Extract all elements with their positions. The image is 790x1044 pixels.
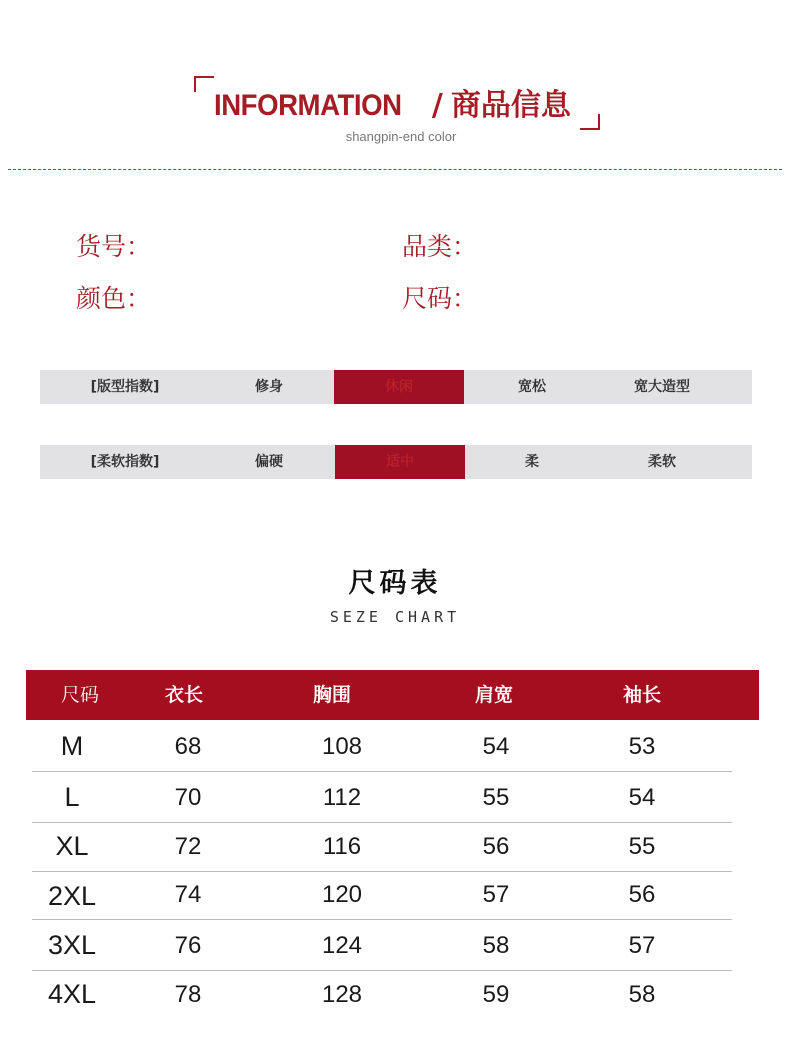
size-chart-title: 尺码表 xyxy=(348,568,442,599)
shoulder-cell: 59 xyxy=(482,981,510,1008)
softness-index-bar xyxy=(40,445,752,479)
page-subtitle-text: shangpin-end color xyxy=(345,129,457,144)
shoulder-cell: 58 xyxy=(482,932,510,959)
title-chinese: 商品信息 xyxy=(450,88,571,123)
title-bracket-top-left xyxy=(194,76,214,92)
size-label: 尺码： xyxy=(402,284,478,313)
title-separator: / xyxy=(431,88,443,123)
title-bracket-bottom-right xyxy=(580,114,600,130)
page-title xyxy=(214,80,571,124)
size-cell: M xyxy=(60,731,84,761)
table-row xyxy=(32,773,732,823)
sleeve-cell: 54 xyxy=(628,784,656,811)
fit-option-slim: 修身 xyxy=(255,379,283,395)
size-table-header xyxy=(26,670,759,720)
chest-cell: 108 xyxy=(321,733,363,760)
shoulder-cell: 57 xyxy=(482,881,510,908)
dashed-divider xyxy=(8,169,782,170)
table-row xyxy=(32,970,732,1019)
fit-index-label: [版型指数] xyxy=(90,379,160,395)
sleeve-cell: 56 xyxy=(628,881,656,908)
table-row xyxy=(32,870,732,920)
size-cell: 2XL xyxy=(47,881,97,911)
category-label: 品类： xyxy=(402,232,478,261)
length-cell: 74 xyxy=(174,881,202,908)
size-cell: 3XL xyxy=(47,930,97,960)
shoulder-cell: 54 xyxy=(482,733,510,760)
size-cell: 4XL xyxy=(47,979,97,1009)
page-subtitle xyxy=(0,129,790,144)
header-shoulder: 肩宽 xyxy=(474,684,513,706)
shoulder-cell: 55 xyxy=(482,784,510,811)
chest-cell: 120 xyxy=(321,881,363,908)
length-cell: 68 xyxy=(174,733,202,760)
shoulder-cell: 56 xyxy=(482,833,510,860)
table-row xyxy=(32,722,732,772)
softness-option-soft: 柔 xyxy=(525,454,539,470)
length-cell: 76 xyxy=(174,932,202,959)
title-english: INFORMATION xyxy=(214,89,402,122)
chest-cell: 124 xyxy=(321,932,363,959)
sleeve-cell: 55 xyxy=(628,833,656,860)
fit-index-bar xyxy=(40,370,752,404)
header-chest: 胸围 xyxy=(312,684,351,706)
length-cell: 70 xyxy=(174,784,202,811)
header-sleeve: 袖长 xyxy=(622,684,661,706)
header-length: 衣长 xyxy=(164,684,203,706)
fit-option-oversize: 宽大造型 xyxy=(634,379,690,395)
sleeve-cell: 53 xyxy=(628,733,656,760)
fit-option-loose: 宽松 xyxy=(518,379,546,395)
color-label: 颜色： xyxy=(76,284,152,313)
softness-option-very-soft: 柔软 xyxy=(648,454,676,470)
size-cell: L xyxy=(64,782,80,812)
item-no-label: 货号： xyxy=(76,232,152,261)
sleeve-cell: 57 xyxy=(628,932,656,959)
sleeve-cell: 58 xyxy=(628,981,656,1008)
table-row xyxy=(32,822,732,872)
softness-option-stiff: 偏硬 xyxy=(255,454,283,470)
softness-index-label: [柔软指数] xyxy=(90,454,160,470)
size-cell: XL xyxy=(55,831,89,861)
fit-option-casual-selected: 休闲 xyxy=(334,370,464,404)
header-size: 尺码 xyxy=(60,684,99,706)
length-cell: 78 xyxy=(174,981,202,1008)
softness-option-medium-selected: 适中 xyxy=(335,445,465,479)
length-cell: 72 xyxy=(174,833,202,860)
chest-cell: 116 xyxy=(322,833,362,860)
chest-cell: 112 xyxy=(322,784,362,811)
table-row xyxy=(32,921,732,971)
size-chart-subtitle: SEZE CHART xyxy=(329,608,461,626)
chest-cell: 128 xyxy=(321,981,363,1008)
